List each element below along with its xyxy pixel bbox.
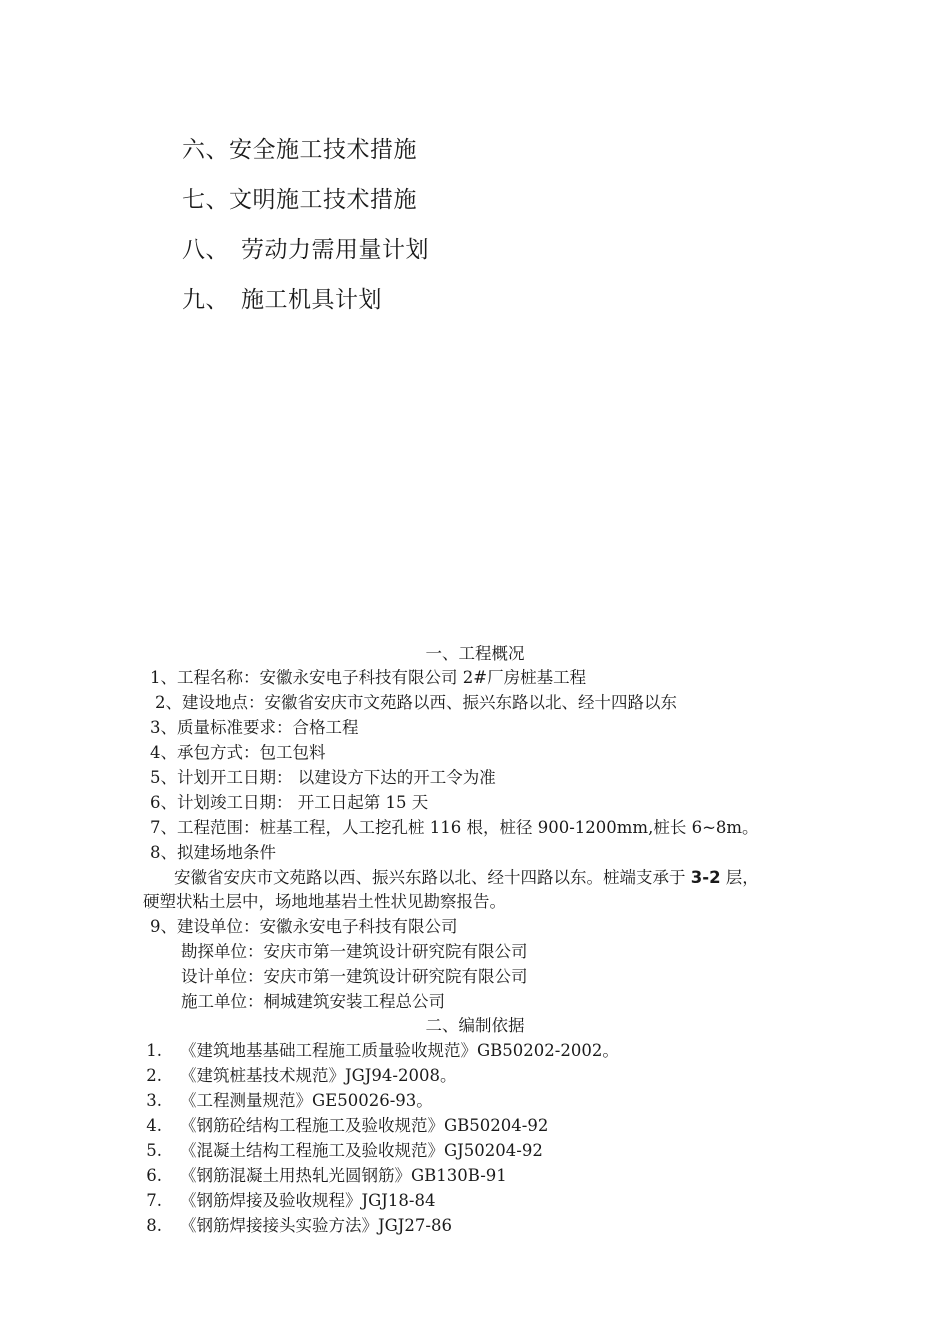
toc-text: 劳动力需用量计划 (241, 237, 429, 263)
overview-item: 8、拟建场地条件 (150, 843, 276, 862)
toc-number: 六、 (182, 137, 229, 163)
toc-item (182, 175, 429, 225)
overview-item: 1、工程名称：安徽永安电子科技有限公司 2#厂房桩基工程 (150, 668, 587, 687)
reference-item: 5. 《混凝土结构工程施工及验收规范》GJ50204-92 (146, 1141, 543, 1160)
overview-item: 3、质量标准要求：合格工程 (150, 718, 359, 737)
unit-line: 9、建设单位：安徽永安电子科技有限公司 (150, 917, 458, 936)
site-condition-paragraph (174, 866, 759, 890)
toc-item (182, 275, 429, 325)
reference-item: 4. 《钢筋砼结构工程施工及验收规范》GB50204-92 (146, 1116, 549, 1135)
toc-number: 八、 (182, 237, 229, 263)
section-title-basis: 二、编制依据 (425, 1016, 525, 1035)
reference-item: 1. 《建筑地基基础工程施工质量验收规范》GB50202-2002。 (146, 1041, 619, 1060)
toc-number: 九、 (182, 287, 229, 313)
overview-item: 4、承包方式：包工包料 (150, 743, 326, 762)
reference-item: 3. 《工程测量规范》GE50026-93。 (146, 1091, 433, 1110)
toc-item (182, 225, 429, 275)
unit-line: 设计单位：安庆市第一建筑设计研究院有限公司 (181, 967, 528, 986)
toc-number: 七、 (182, 187, 229, 213)
toc-item (182, 125, 429, 175)
overview-item: 2、建设地点：安徽省安庆市文苑路以西、振兴东路以北、经十四路以东 (155, 693, 677, 712)
site-condition-paragraph: 硬塑状粘土层中，场地地基岩土性状见勘察报告。 (143, 892, 506, 911)
toc-text: 文明施工技术措施 (229, 187, 417, 213)
reference-item: 6. 《钢筋混凝土用热轧光圆钢筋》GB130B-91 (146, 1166, 507, 1185)
site-layer: 3-2 (690, 868, 721, 887)
toc-text: 安全施工技术措施 (229, 137, 417, 163)
unit-line: 勘探单位：安庆市第一建筑设计研究院有限公司 (181, 942, 528, 961)
table-of-contents (182, 125, 429, 325)
reference-item: 8. 《钢筋焊接接头实验方法》JGJ27-86 (146, 1216, 452, 1235)
reference-item: 2. 《建筑桩基技术规范》JGJ94-2008。 (146, 1066, 457, 1085)
overview-item: 5、计划开工日期： 以建设方下达的开工令为准 (150, 768, 496, 787)
toc-text: 施工机具计划 (241, 287, 382, 313)
unit-line: 施工单位：桐城建筑安装工程总公司 (181, 992, 445, 1011)
site-text: 安徽省安庆市文苑路以西、振兴东路以北、经十四路以东。桩端支承于 (174, 868, 691, 887)
site-text: 层， (720, 868, 759, 887)
overview-item: 7、工程范围：桩基工程，人工挖孔桩 116 根，桩径 900-1200mm,桩长 6~8m。 (150, 818, 759, 837)
section-title-overview: 一、工程概况 (425, 644, 525, 663)
overview-item: 6、计划竣工日期： 开工日起第 15 天 (150, 793, 429, 812)
reference-item: 7. 《钢筋焊接及验收规程》JGJ18-84 (146, 1191, 436, 1210)
